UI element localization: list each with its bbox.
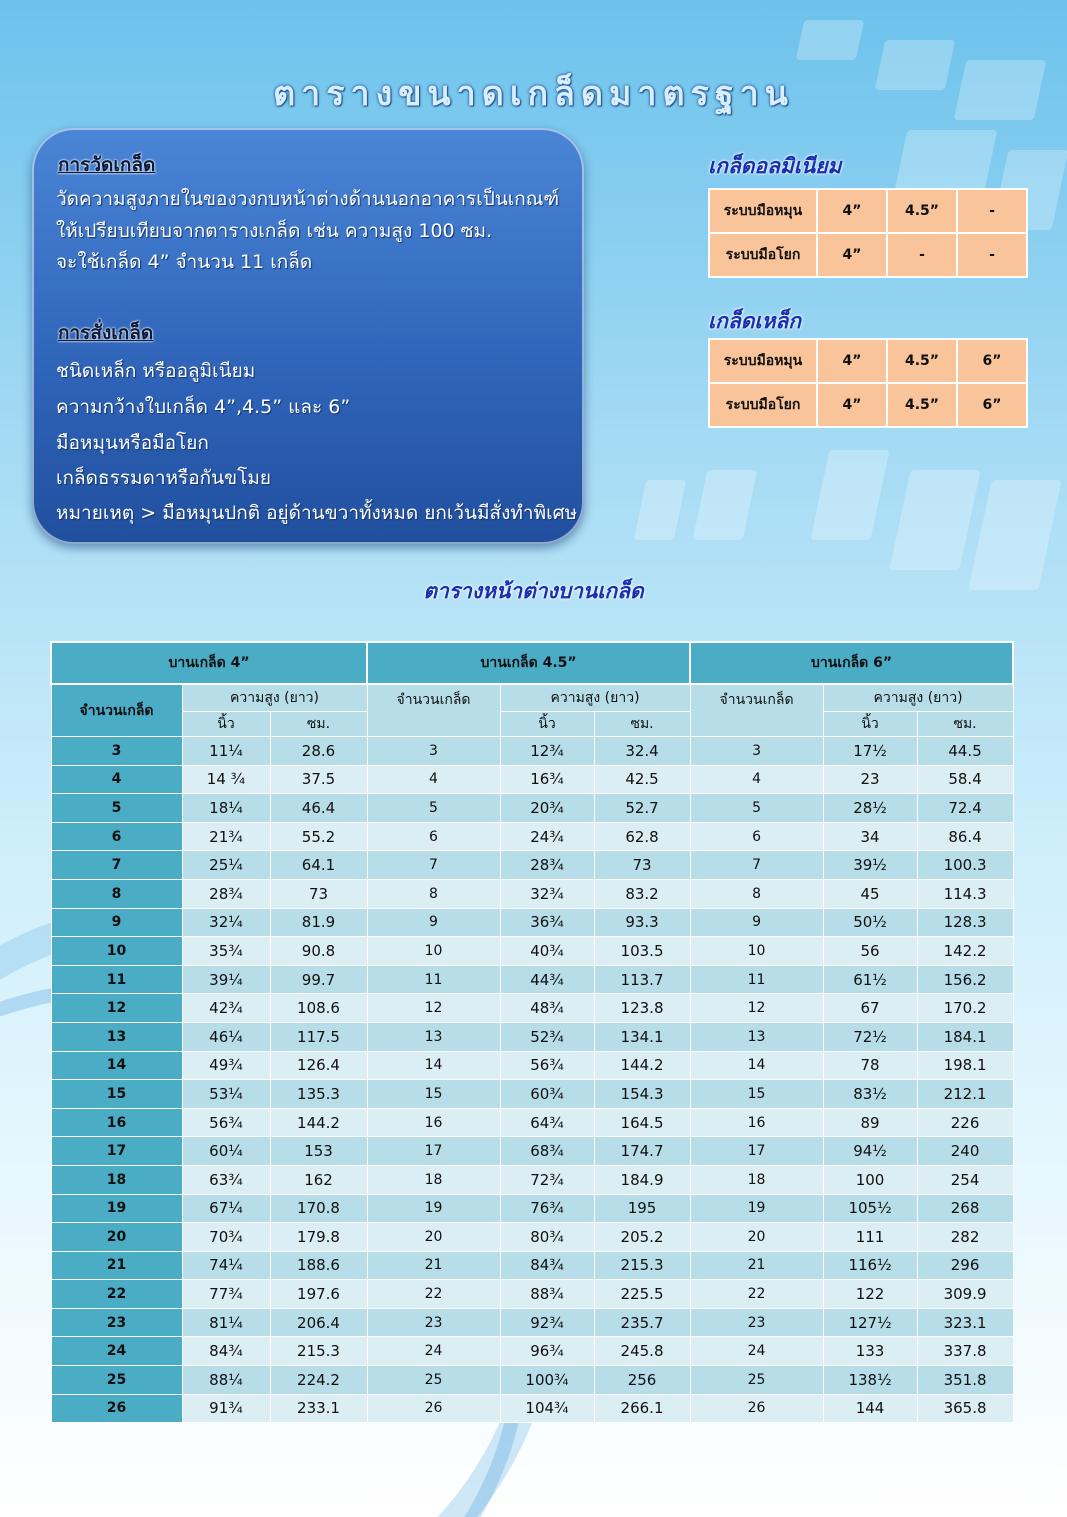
inch-cell: 20¾ [500,794,594,823]
measure-heading: การวัดเกล็ด [58,154,156,176]
inch-cell: 76¾ [500,1194,594,1223]
size-cell: 4” [817,233,887,277]
count-cell: 7 [690,851,823,880]
count-cell: 26 [690,1394,823,1423]
cm-cell: 245.8 [594,1337,690,1366]
count-cell: 15 [51,1080,182,1109]
count-cell: 11 [690,965,823,994]
count-cell: 22 [690,1280,823,1309]
group-header: บานเกล็ด 4” [51,642,367,684]
size-cell: 4.5” [887,189,957,233]
size-cell: 6” [957,339,1027,383]
count-cell: 18 [51,1165,182,1194]
cm-cell: 154.3 [594,1080,690,1109]
cm-cell: 135.3 [270,1080,367,1109]
count-cell: 3 [367,737,500,766]
count-cell: 22 [367,1280,500,1309]
cm-cell: 58.4 [917,765,1013,794]
inch-cell: 81¼ [182,1308,270,1337]
table-row [51,822,1013,851]
inch-cell: 70¾ [182,1223,270,1252]
inch-cell: 72½ [823,1022,917,1051]
cm-cell: 215.3 [594,1251,690,1280]
table-row [51,879,1013,908]
cm-cell: 44.5 [917,737,1013,766]
count-cell: 15 [367,1080,500,1109]
inch-cell: 133 [823,1337,917,1366]
measure-line: ให้เปรียบเทียบจากตารางเกล็ด เช่น ความสูง 100 ซม. [56,220,493,242]
order-line: ความกว้างใบเกล็ด 4”,4.5” และ 6” [56,396,351,418]
table-row [51,1251,1013,1280]
count-cell: 21 [690,1251,823,1280]
cm-cell: 64.1 [270,851,367,880]
count-cell: 11 [367,965,500,994]
size-cell: - [957,189,1027,233]
size-cell: 4.5” [887,383,957,427]
table-row [51,1165,1013,1194]
cm-cell: 156.2 [917,965,1013,994]
cm-cell: 282 [917,1223,1013,1252]
count-cell: 24 [51,1337,182,1366]
count-header: จำนวนเกล็ด [690,684,823,737]
inch-cell: 92¾ [500,1308,594,1337]
count-cell: 7 [51,851,182,880]
table-row [709,189,1027,233]
cm-cell: 28.6 [270,737,367,766]
inch-cell: 84¾ [182,1337,270,1366]
count-cell: 19 [51,1194,182,1223]
table-row [51,1223,1013,1252]
table-row [51,1194,1013,1223]
page-title: ตารางขนาดเกล็ดมาตรฐาน [273,74,794,114]
cm-cell: 32.4 [594,737,690,766]
size-cell: 4” [817,383,887,427]
table-row [51,1337,1013,1366]
count-cell: 20 [51,1223,182,1252]
cm-cell: 90.8 [270,937,367,966]
inch-cell: 138½ [823,1366,917,1395]
inch-cell: 100 [823,1165,917,1194]
count-header: จำนวนเกล็ด [51,684,182,737]
inch-cell: 17½ [823,737,917,766]
inch-cell: 111 [823,1223,917,1252]
count-cell: 9 [690,908,823,937]
cm-cell: 184.9 [594,1165,690,1194]
cm-cell: 254 [917,1165,1013,1194]
count-cell: 13 [51,1022,182,1051]
table-row [51,794,1013,823]
inch-cell: 122 [823,1280,917,1309]
inch-cell: 14 ¾ [182,765,270,794]
inch-cell: 64¾ [500,1108,594,1137]
cm-cell: 215.3 [270,1337,367,1366]
inch-cell: 61½ [823,965,917,994]
cm-cell: 179.8 [270,1223,367,1252]
system-label: ระบบมือหมุน [709,189,817,233]
measure-line: วัดความสูงภายในของวงกบหน้าต่างด้านนอกอาคารเป็นเกณฑ์ [56,188,560,210]
inch-cell: 77¾ [182,1280,270,1309]
inch-cell: 104¾ [500,1394,594,1423]
inch-cell: 67¼ [182,1194,270,1223]
cm-cell: 256 [594,1366,690,1395]
count-cell: 22 [51,1280,182,1309]
cm-cell: 103.5 [594,937,690,966]
measure-line: จะใช้เกล็ด 4” จำนวน 11 เกล็ด [56,251,313,273]
count-cell: 17 [367,1137,500,1166]
inch-cell: 36¾ [500,908,594,937]
count-cell: 24 [690,1337,823,1366]
count-cell: 15 [690,1080,823,1109]
inch-cell: 12¾ [500,737,594,766]
cm-cell: 86.4 [917,822,1013,851]
count-header: จำนวนเกล็ด [367,684,500,737]
count-cell: 17 [690,1137,823,1166]
table-row [51,1280,1013,1309]
inch-cell: 80¾ [500,1223,594,1252]
group-header: บานเกล็ด 4.5” [367,642,690,684]
count-cell: 20 [690,1223,823,1252]
count-cell: 5 [690,794,823,823]
count-cell: 18 [690,1165,823,1194]
table-row [51,994,1013,1023]
count-cell: 23 [51,1308,182,1337]
count-cell: 11 [51,965,182,994]
order-line: ชนิดเหล็ก หรืออลูมิเนียม [56,360,256,382]
cm-cell: 73 [270,879,367,908]
group-header: บานเกล็ด 6” [690,642,1013,684]
cm-cell: 224.2 [270,1366,367,1395]
system-label: ระบบมือโยก [709,383,817,427]
order-line: มือหมุนหรือมือโยก [56,432,209,454]
table-row [51,1022,1013,1051]
cm-cell: 235.7 [594,1308,690,1337]
table-row [709,339,1027,383]
table-row [51,1394,1013,1423]
inch-cell: 56 [823,937,917,966]
count-cell: 3 [690,737,823,766]
inch-cell: 68¾ [500,1137,594,1166]
inch-cell: 34 [823,822,917,851]
table-row [51,1108,1013,1137]
inch-cell: 48¾ [500,994,594,1023]
cm-cell: 225.5 [594,1280,690,1309]
count-cell: 13 [367,1022,500,1051]
count-cell: 8 [367,879,500,908]
cm-cell: 197.6 [270,1280,367,1309]
inch-cell: 116½ [823,1251,917,1280]
count-cell: 4 [51,765,182,794]
count-cell: 24 [367,1337,500,1366]
inch-cell: 94½ [823,1137,917,1166]
cm-cell: 93.3 [594,908,690,937]
size-cell: 6” [957,383,1027,427]
count-cell: 25 [367,1366,500,1395]
cm-cell: 170.8 [270,1194,367,1223]
count-cell: 9 [367,908,500,937]
count-cell: 12 [367,994,500,1023]
cm-cell: 142.2 [917,937,1013,966]
count-cell: 23 [690,1308,823,1337]
count-cell: 10 [690,937,823,966]
count-cell: 25 [690,1366,823,1395]
cm-cell: 100.3 [917,851,1013,880]
cm-cell: 323.1 [917,1308,1013,1337]
cm-cell: 42.5 [594,765,690,794]
cm-cell: 351.8 [917,1366,1013,1395]
count-cell: 7 [367,851,500,880]
cm-cell: 73 [594,851,690,880]
inch-cell: 32¾ [500,879,594,908]
cm-cell: 268 [917,1194,1013,1223]
inch-cell: 11¼ [182,737,270,766]
cm-cell: 206.4 [270,1308,367,1337]
count-cell: 21 [51,1251,182,1280]
inch-cell: 56¾ [500,1051,594,1080]
count-cell: 5 [51,794,182,823]
inch-cell: 60¾ [500,1080,594,1109]
cm-cell: 337.8 [917,1337,1013,1366]
inch-cell: 44¾ [500,965,594,994]
inch-cell: 72¾ [500,1165,594,1194]
cm-cell: 212.1 [917,1080,1013,1109]
count-cell: 4 [367,765,500,794]
count-cell: 23 [367,1308,500,1337]
aluminum-title: เกล็ดอลมิเนียม [708,154,842,178]
inch-cell: 21¾ [182,822,270,851]
inch-cell: 25¼ [182,851,270,880]
cm-cell: 134.1 [594,1022,690,1051]
inch-cell: 39½ [823,851,917,880]
inch-cell: 42¾ [182,994,270,1023]
cm-cell: 55.2 [270,822,367,851]
count-cell: 9 [51,908,182,937]
height-header: ความสูง (ยาว) [182,684,367,712]
count-cell: 5 [367,794,500,823]
cm-cell: 144.2 [594,1051,690,1080]
cm-cell: 164.5 [594,1108,690,1137]
table-row [51,937,1013,966]
cm-cell: 108.6 [270,994,367,1023]
inch-cell: 53¼ [182,1080,270,1109]
aluminum-table [708,188,1028,278]
cm-cell: 240 [917,1137,1013,1166]
inch-cell: 96¾ [500,1337,594,1366]
inch-cell: 144 [823,1394,917,1423]
count-cell: 14 [690,1051,823,1080]
table-row [709,233,1027,277]
inch-cell: 91¾ [182,1394,270,1423]
count-cell: 10 [367,937,500,966]
count-cell: 6 [51,822,182,851]
inch-cell: 16¾ [500,765,594,794]
table-row [51,1308,1013,1337]
inch-cell: 84¾ [500,1251,594,1280]
inch-cell: 67 [823,994,917,1023]
inch-cell: 28¾ [182,879,270,908]
count-cell: 6 [367,822,500,851]
table-row [709,383,1027,427]
inch-cell: 45 [823,879,917,908]
unit-cm: ซม. [270,712,367,737]
count-cell: 21 [367,1251,500,1280]
count-cell: 20 [367,1223,500,1252]
inch-cell: 60¼ [182,1137,270,1166]
window-table [50,641,1014,1423]
unit-inch: นิ้ว [182,712,270,737]
cm-cell: 233.1 [270,1394,367,1423]
count-cell: 19 [367,1194,500,1223]
count-cell: 17 [51,1137,182,1166]
cm-cell: 226 [917,1108,1013,1137]
count-cell: 10 [51,937,182,966]
table-row [51,965,1013,994]
cm-cell: 195 [594,1194,690,1223]
cm-cell: 184.1 [917,1022,1013,1051]
inch-cell: 127½ [823,1308,917,1337]
inch-cell: 40¾ [500,937,594,966]
inch-cell: 49¾ [182,1051,270,1080]
steel-title: เกล็ดเหล็ก [708,309,802,333]
cm-cell: 162 [270,1165,367,1194]
table-row [51,1080,1013,1109]
cm-cell: 296 [917,1251,1013,1280]
count-cell: 19 [690,1194,823,1223]
cm-cell: 128.3 [917,908,1013,937]
cm-cell: 114.3 [917,879,1013,908]
count-cell: 16 [367,1108,500,1137]
size-cell: - [887,233,957,277]
inch-cell: 46¼ [182,1022,270,1051]
count-cell: 3 [51,737,182,766]
steel-table [708,338,1028,428]
inch-cell: 105½ [823,1194,917,1223]
cm-cell: 46.4 [270,794,367,823]
table-row [51,908,1013,937]
inch-cell: 88¼ [182,1366,270,1395]
count-cell: 26 [51,1394,182,1423]
inch-cell: 100¾ [500,1366,594,1395]
inch-cell: 63¾ [182,1165,270,1194]
size-cell: - [957,233,1027,277]
count-cell: 8 [690,879,823,908]
cm-cell: 123.8 [594,994,690,1023]
cm-cell: 126.4 [270,1051,367,1080]
count-cell: 14 [367,1051,500,1080]
cm-cell: 205.2 [594,1223,690,1252]
inch-cell: 50½ [823,908,917,937]
cm-cell: 117.5 [270,1022,367,1051]
count-cell: 14 [51,1051,182,1080]
height-header: ความสูง (ยาว) [823,684,1013,712]
table-row [51,1366,1013,1395]
inch-cell: 74¼ [182,1251,270,1280]
order-line: เกล็ดธรรมดาหรือกันขโมย [56,467,272,489]
inch-cell: 28¾ [500,851,594,880]
cm-cell: 198.1 [917,1051,1013,1080]
cm-cell: 52.7 [594,794,690,823]
count-cell: 6 [690,822,823,851]
cm-cell: 37.5 [270,765,367,794]
count-cell: 18 [367,1165,500,1194]
count-cell: 4 [690,765,823,794]
count-cell: 25 [51,1366,182,1395]
size-cell: 4” [817,339,887,383]
cm-cell: 309.9 [917,1280,1013,1309]
inch-cell: 39¼ [182,965,270,994]
count-cell: 16 [690,1108,823,1137]
cm-cell: 365.8 [917,1394,1013,1423]
inch-cell: 35¾ [182,937,270,966]
inch-cell: 56¾ [182,1108,270,1137]
unit-cm: ซม. [917,712,1013,737]
count-cell: 16 [51,1108,182,1137]
size-cell: 4” [817,189,887,233]
window-table-title: ตารางหน้าต่างบานเกล็ด [423,579,644,603]
cm-cell: 153 [270,1137,367,1166]
inch-cell: 23 [823,765,917,794]
inch-cell: 18¼ [182,794,270,823]
cm-cell: 170.2 [917,994,1013,1023]
cm-cell: 83.2 [594,879,690,908]
table-row [51,851,1013,880]
count-cell: 26 [367,1394,500,1423]
inch-cell: 78 [823,1051,917,1080]
table-row [51,765,1013,794]
cm-cell: 174.7 [594,1137,690,1166]
count-cell: 13 [690,1022,823,1051]
inch-cell: 24¾ [500,822,594,851]
cm-cell: 144.2 [270,1108,367,1137]
cm-cell: 113.7 [594,965,690,994]
table-row [51,737,1013,766]
cm-cell: 62.8 [594,822,690,851]
inch-cell: 89 [823,1108,917,1137]
table-row [51,1051,1013,1080]
cm-cell: 266.1 [594,1394,690,1423]
count-cell: 12 [51,994,182,1023]
order-heading: การสั่งเกล็ด [58,322,154,344]
unit-cm: ซม. [594,712,690,737]
system-label: ระบบมือโยก [709,233,817,277]
info-panel [32,128,584,544]
height-header: ความสูง (ยาว) [500,684,690,712]
cm-cell: 72.4 [917,794,1013,823]
cm-cell: 99.7 [270,965,367,994]
system-label: ระบบมือหมุน [709,339,817,383]
count-cell: 12 [690,994,823,1023]
size-cell: 4.5” [887,339,957,383]
count-cell: 8 [51,879,182,908]
inch-cell: 88¾ [500,1280,594,1309]
inch-cell: 83½ [823,1080,917,1109]
unit-inch: นิ้ว [823,712,917,737]
note-line: หมายเหตุ > มือหมุนปกติ อยู่ด้านขวาทั้งหมด ยกเว้นมีสั่งทำพิเศษ [56,502,578,524]
cm-cell: 81.9 [270,908,367,937]
unit-inch: นิ้ว [500,712,594,737]
inch-cell: 32¼ [182,908,270,937]
inch-cell: 28½ [823,794,917,823]
table-row [51,1137,1013,1166]
cm-cell: 188.6 [270,1251,367,1280]
inch-cell: 52¾ [500,1022,594,1051]
